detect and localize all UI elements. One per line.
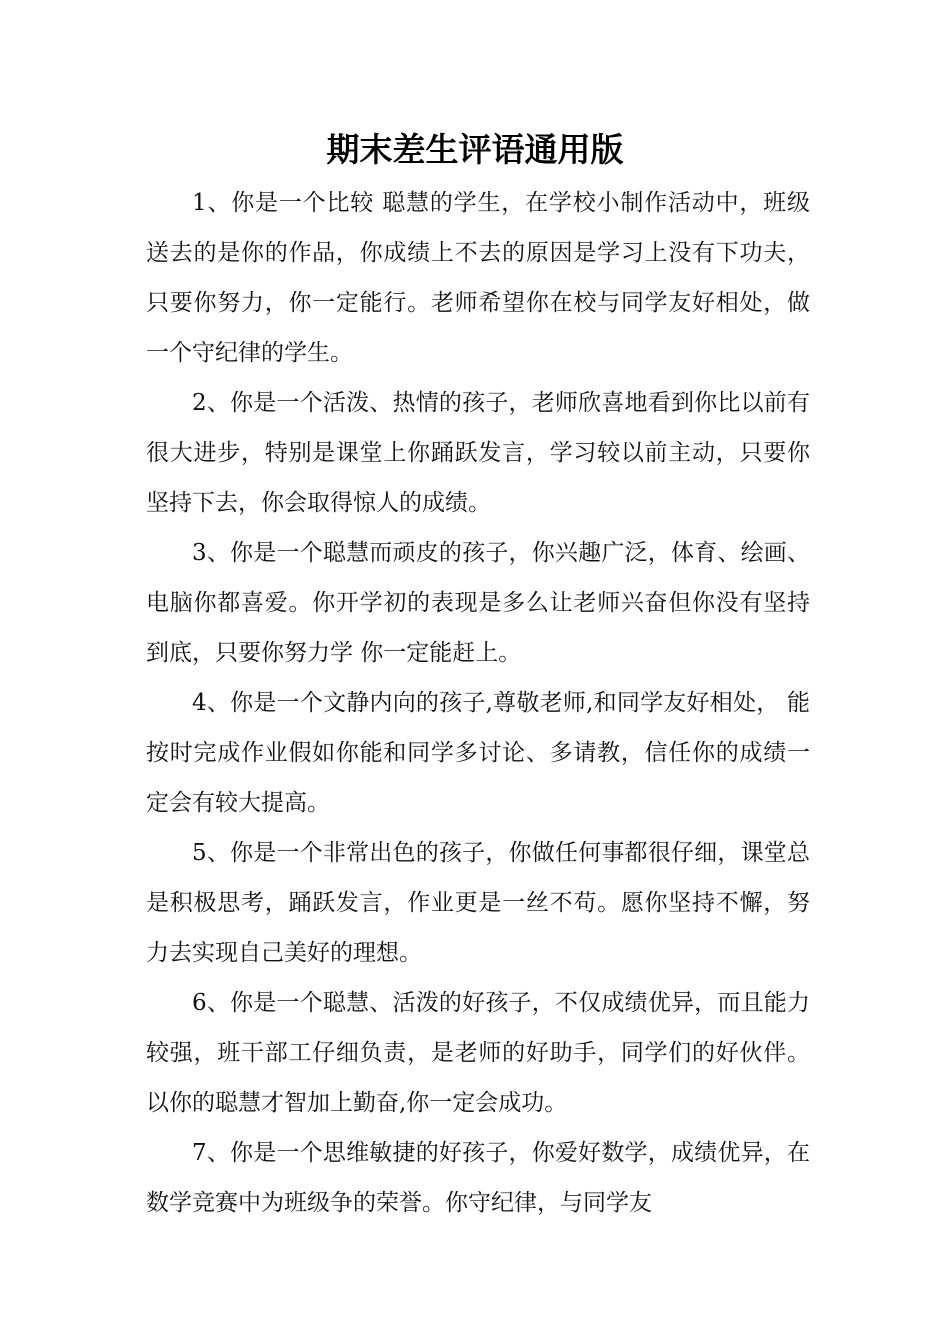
comment-paragraph-3: 3、你是一个聪慧而顽皮的孩子，你兴趣广泛，体育、绘画、电脑你都喜爱。你开学初的表现是多么让老师兴奋但你没有坚持到底，只要你努力学 你一定能赶上。 <box>146 540 810 666</box>
comment-paragraph-7: 7、你是一个思维敏捷的好孩子，你爱好数学，成绩优异，在数学竞赛中为班级争的荣誉。你守纪律，与同学友 <box>146 1140 810 1216</box>
comment-paragraph-4: 4、你是一个文静内向的孩子,尊敬老师,和同学友好相处， 能按时完成作业假如你能和同学多讨论、多请教，信任你的成绩一定会有较大提高。 <box>146 690 810 816</box>
comment-paragraph-6: 6、你是一个聪慧、活泼的好孩子，不仅成绩优异，而且能力较强，班干部工仔细负责，是老师的好助手，同学们的好伙伴。以你的聪慧才智加上勤奋,你一定会成功。 <box>146 990 810 1116</box>
document-body <box>146 178 810 1228</box>
comment-paragraph-5: 5、你是一个非常出色的孩子，你做任何事都很仔细，课堂总是积极思考，踊跃发言，作业更是一丝不苟。愿你坚持不懈，努力去实现自己美好的理想。 <box>146 840 810 966</box>
document-title: 期末差生评语通用版 <box>326 130 624 169</box>
comment-paragraph-2: 2、你是一个活泼、热情的孩子，老师欣喜地看到你比以前有很大进步，特别是课堂上你踊跃发言，学习较以前主动，只要你坚持下去，你会取得惊人的成绩。 <box>146 390 810 516</box>
comment-paragraph-1: 1、你是一个比较 聪慧的学生，在学校小制作活动中，班级送去的是你的作品，你成绩上不去的原因是学习上没有下功夫，只要你努力，你一定能行。老师希望你在校与同学友好相处，做一个守纪律的学生。 <box>146 190 810 366</box>
